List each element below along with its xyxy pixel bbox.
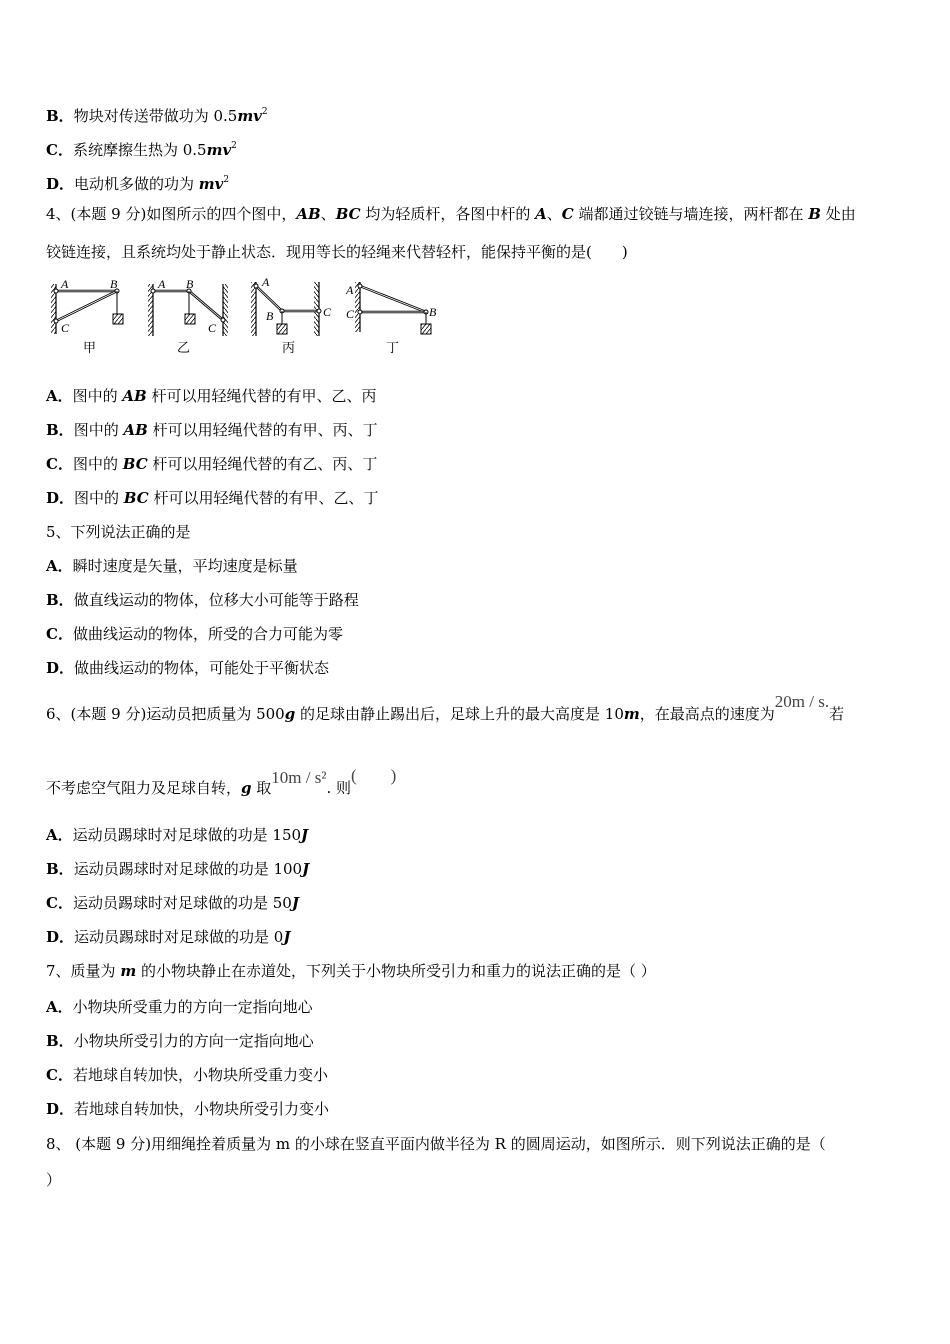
q7-stem: 7、质量为 m 的小物块静止在赤道处，下列关于小物块所受引力和重力的说法正确的是（ ） bbox=[46, 962, 656, 980]
q3-option-c bbox=[46, 136, 237, 160]
figure-jia bbox=[51, 277, 123, 356]
q6-option-a: A．运动员踢球时对足球做的功是 150J bbox=[46, 826, 309, 844]
answer-paren: ( ) bbox=[351, 766, 397, 785]
speed-formula: 20m / s. bbox=[774, 692, 830, 711]
q7-option-a: A．小物块所受重力的方向一定指向地心 bbox=[46, 998, 313, 1016]
superscript: 2 bbox=[223, 175, 230, 185]
svg-text:C: C bbox=[208, 321, 217, 335]
q5-stem: 5、下列说法正确的是 bbox=[46, 523, 191, 541]
q3-option-b bbox=[46, 102, 268, 126]
svg-text:B: B bbox=[186, 277, 194, 291]
q6-stem-line2: 不考虑空气阻力及足球自转，g 取10m / s². 则( ) bbox=[46, 766, 397, 797]
q4-option-a: A．图中的 AB 杆可以用轻绳代替的有甲、乙、丙 bbox=[46, 387, 377, 405]
option-text: 电动机多做的功为 bbox=[74, 175, 199, 193]
svg-text:A: A bbox=[262, 275, 270, 289]
q4-option-d: D．图中的 BC 杆可以用轻绳代替的有甲、乙、丁 bbox=[46, 489, 379, 507]
caption-jia: 甲 bbox=[83, 341, 97, 356]
q8-stem-line1: 8、 (本题 9 分)用细绳拴着质量为 m 的小球在竖直平面内做半径为 R 的圆周运动，如图所示．则下列说法正确的是（ bbox=[46, 1135, 826, 1153]
svg-text:C: C bbox=[346, 307, 355, 321]
q5-option-a: A．瞬时速度是矢量，平均速度是标量 bbox=[46, 557, 298, 575]
q6-stem-line1: 6、(本题 9 分)运动员把质量为 500g 的足球由静止踢出后，足球上升的最大高度是 10m，在最高点的速度为20m / s.若 bbox=[46, 692, 845, 723]
svg-text:A: A bbox=[61, 277, 69, 291]
q8-stem-line2: ） bbox=[46, 1171, 62, 1189]
q6-option-b: B．运动员踢球时对足球做的功是 100J bbox=[46, 860, 310, 878]
caption-ding: 丁 bbox=[386, 341, 400, 356]
caption-bing: 丙 bbox=[282, 341, 296, 356]
figure-bing bbox=[251, 275, 332, 356]
svg-text:C: C bbox=[61, 321, 70, 335]
q7-option-b: B．小物块所受引力的方向一定指向地心 bbox=[46, 1032, 314, 1050]
option-text: 系统摩擦生热为 0.5 bbox=[72, 141, 207, 159]
caption-yi: 乙 bbox=[177, 341, 191, 356]
svg-text:A: A bbox=[346, 283, 354, 297]
q3-option-d bbox=[46, 170, 229, 194]
figure-yi bbox=[148, 277, 228, 356]
option-letter: D． bbox=[46, 175, 75, 193]
option-letter: C． bbox=[46, 141, 73, 159]
math-var: mv bbox=[198, 175, 224, 193]
svg-text:B: B bbox=[429, 305, 437, 319]
q7-option-d: D．若地球自转加快，小物块所受引力变小 bbox=[46, 1100, 330, 1118]
q4-figure bbox=[46, 274, 446, 364]
q6-option-d: D．运动员踢球时对足球做的功是 0J bbox=[46, 928, 291, 946]
q6-option-c: C．运动员踢球时对足球做的功是 50J bbox=[46, 894, 299, 912]
math-var: mv bbox=[237, 107, 262, 125]
q4-option-b: B．图中的 AB 杆可以用轻绳代替的有甲、丙、丁 bbox=[46, 421, 378, 439]
option-letter: B． bbox=[46, 107, 74, 125]
q5-option-d: D．做曲线运动的物体，可能处于平衡状态 bbox=[46, 659, 330, 677]
q4-stem-line2: 铰链连接，且系统均处于静止状态．现用等长的轻绳来代替轻杆，能保持平衡的是( ) bbox=[46, 243, 628, 261]
figure-ding bbox=[345, 282, 437, 356]
q7-option-c: C．若地球自转加快，小物块所受重力变小 bbox=[46, 1066, 328, 1084]
q5-option-b: B．做直线运动的物体，位移大小可能等于路程 bbox=[46, 591, 359, 609]
superscript: 2 bbox=[231, 141, 237, 151]
svg-text:C: C bbox=[323, 305, 332, 319]
gravity-formula: 10m / s² bbox=[271, 768, 327, 787]
q4-option-c: C．图中的 BC 杆可以用轻绳代替的有乙、丙、丁 bbox=[46, 455, 378, 473]
option-text: 物块对传送带做功为 0.5 bbox=[73, 107, 238, 125]
svg-text:A: A bbox=[158, 277, 166, 291]
svg-text:B: B bbox=[110, 277, 118, 291]
q5-option-c: C．做曲线运动的物体，所受的合力可能为零 bbox=[46, 625, 343, 643]
q4-stem-line1: 4、(本题 9 分)如图所示的四个图中，AB、BC 均为轻质杆，各图中杆的 A、C 端都通过铰链与墙连接，两杆都在 B 处由 bbox=[46, 205, 856, 223]
svg-text:B: B bbox=[266, 309, 274, 323]
math-var: mv bbox=[206, 141, 232, 159]
superscript: 2 bbox=[261, 107, 268, 117]
